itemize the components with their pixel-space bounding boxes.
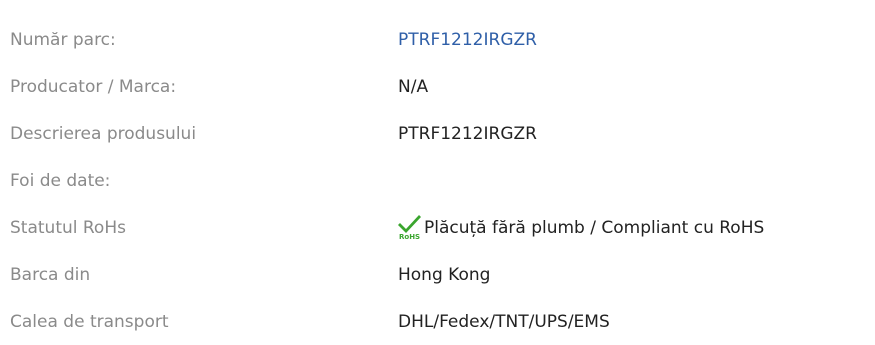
spec-row-shipping-method bbox=[10, 298, 875, 345]
shipping-method-value: DHL/Fedex/TNT/UPS/EMS bbox=[398, 311, 610, 332]
spec-row-datasheet bbox=[10, 157, 875, 204]
rohs-value bbox=[398, 215, 764, 241]
part-number-link[interactable]: PTRF1212IRGZR bbox=[398, 29, 537, 50]
part-number-label: Număr parc: bbox=[10, 29, 116, 50]
datasheet-label: Foi de date: bbox=[10, 170, 111, 191]
rohs-icon-text: RoHS bbox=[399, 232, 421, 240]
spec-row-description bbox=[10, 110, 875, 157]
ship-from-value: Hong Kong bbox=[398, 264, 491, 285]
shipping-method-label: Calea de transport bbox=[10, 311, 169, 332]
spec-row-part-number bbox=[10, 16, 875, 63]
spec-row-manufacturer bbox=[10, 63, 875, 110]
spec-row-ship-from bbox=[10, 251, 875, 298]
rohs-check-icon bbox=[398, 214, 422, 240]
manufacturer-value: N/A bbox=[398, 76, 429, 97]
ship-from-label: Barca din bbox=[10, 264, 91, 285]
description-value: PTRF1212IRGZR bbox=[398, 123, 537, 144]
rohs-label: Statutul RoHs bbox=[10, 217, 126, 238]
manufacturer-label: Producator / Marca: bbox=[10, 76, 177, 97]
rohs-status-text: Plăcuță fără plumb / Compliant cu RoHS bbox=[424, 217, 765, 238]
description-label: Descrierea produsului bbox=[10, 123, 197, 144]
product-spec-table bbox=[10, 16, 875, 345]
spec-row-rohs bbox=[10, 204, 875, 251]
